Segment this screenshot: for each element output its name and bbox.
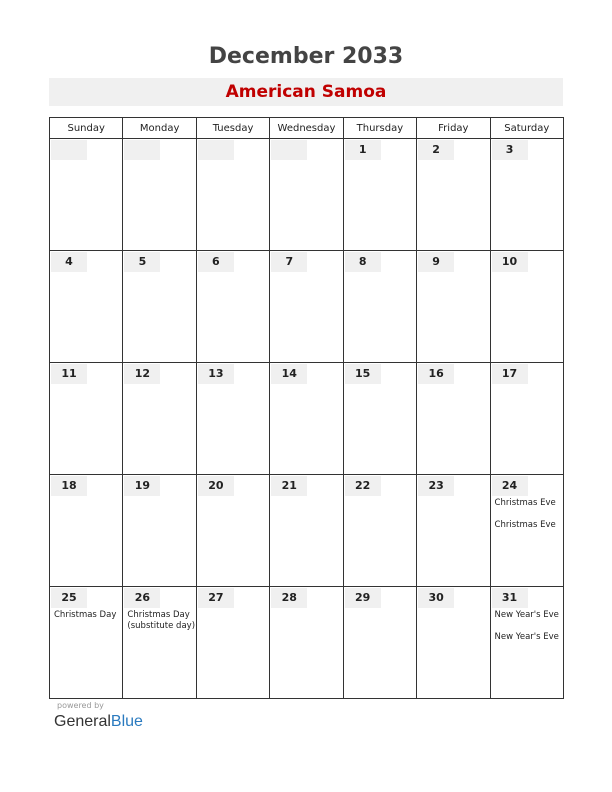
- weekday-header: Tuesday: [196, 118, 269, 139]
- day-cell: [196, 139, 269, 251]
- day-number: 12: [124, 364, 160, 384]
- day-number: 9: [418, 252, 454, 272]
- day-cell: [343, 363, 416, 475]
- day-number: 1: [345, 140, 381, 160]
- day-number: 22: [345, 476, 381, 496]
- day-number: 26: [124, 588, 160, 608]
- day-number: 3: [492, 140, 528, 160]
- weekday-header: Friday: [417, 118, 490, 139]
- day-cell: [490, 363, 563, 475]
- day-number: 23: [418, 476, 454, 496]
- day-cell: [490, 475, 563, 587]
- day-number: 27: [198, 588, 234, 608]
- day-number: 10: [492, 252, 528, 272]
- brand-blue: Blue: [110, 713, 143, 730]
- day-number: [198, 140, 234, 160]
- holiday-event: Christmas Day: [54, 610, 117, 620]
- day-cell: [123, 363, 196, 475]
- day-cell: [343, 251, 416, 363]
- day-number: 14: [271, 364, 307, 384]
- day-cell: [417, 139, 490, 251]
- week-row: [50, 251, 564, 363]
- holiday-event: Christmas Eve: [494, 520, 556, 530]
- day-cell: [50, 587, 123, 699]
- day-cell: [490, 251, 563, 363]
- day-number: 21: [271, 476, 307, 496]
- day-number: 5: [124, 252, 160, 272]
- day-cell: [270, 587, 343, 699]
- day-cell: [417, 363, 490, 475]
- day-cell: [123, 139, 196, 251]
- day-cell: [196, 251, 269, 363]
- weekday-header: Saturday: [490, 118, 563, 139]
- weekday-header: Sunday: [50, 118, 123, 139]
- day-cell: [490, 139, 563, 251]
- day-number: 25: [51, 588, 87, 608]
- holiday-event: Christmas Eve: [494, 498, 556, 508]
- day-number: [51, 140, 87, 160]
- brand-logo: [54, 713, 143, 731]
- calendar-grid: [49, 117, 564, 699]
- day-cell: [343, 475, 416, 587]
- day-number: [124, 140, 160, 160]
- weekday-header: Thursday: [343, 118, 416, 139]
- holiday-event: New Year's Eve: [494, 610, 559, 620]
- day-cell: [50, 363, 123, 475]
- day-cell: [123, 475, 196, 587]
- week-row: [50, 139, 564, 251]
- holiday-event: New Year's Eve: [494, 632, 559, 642]
- powered-by-label: powered by: [57, 701, 104, 710]
- day-cell: [270, 363, 343, 475]
- brand-general: General: [54, 713, 111, 730]
- region-banner: American Samoa: [49, 78, 563, 106]
- weekday-header: Monday: [123, 118, 196, 139]
- day-number: 17: [492, 364, 528, 384]
- day-cell: [123, 587, 196, 699]
- day-number: 6: [198, 252, 234, 272]
- day-cell: [123, 251, 196, 363]
- day-number: [271, 140, 307, 160]
- day-number: 2: [418, 140, 454, 160]
- day-number: 29: [345, 588, 381, 608]
- weekday-header: Wednesday: [270, 118, 343, 139]
- day-cell: [270, 475, 343, 587]
- day-cell: [343, 587, 416, 699]
- day-cell: [50, 251, 123, 363]
- day-cell: [490, 587, 563, 699]
- day-number: 16: [418, 364, 454, 384]
- day-number: 15: [345, 364, 381, 384]
- day-cell: [50, 139, 123, 251]
- day-cell: [196, 475, 269, 587]
- day-number: 7: [271, 252, 307, 272]
- weekday-header-row: [50, 118, 564, 139]
- day-number: 30: [418, 588, 454, 608]
- week-row: [50, 475, 564, 587]
- week-row: [50, 587, 564, 699]
- day-cell: [270, 139, 343, 251]
- day-number: 4: [51, 252, 87, 272]
- day-cell: [196, 587, 269, 699]
- day-number: 11: [51, 364, 87, 384]
- holiday-event: Christmas Day (substitute day): [127, 610, 196, 631]
- day-number: 28: [271, 588, 307, 608]
- day-cell: [196, 363, 269, 475]
- day-cell: [417, 475, 490, 587]
- day-number: 31: [492, 588, 528, 608]
- day-cell: [417, 251, 490, 363]
- day-cell: [270, 251, 343, 363]
- day-cell: [417, 587, 490, 699]
- calendar-title: December 2033: [208, 44, 404, 69]
- day-number: 19: [124, 476, 160, 496]
- week-row: [50, 363, 564, 475]
- day-cell: [343, 139, 416, 251]
- day-cell: [50, 475, 123, 587]
- day-number: 18: [51, 476, 87, 496]
- day-number: 24: [492, 476, 528, 496]
- day-number: 13: [198, 364, 234, 384]
- day-number: 20: [198, 476, 234, 496]
- day-number: 8: [345, 252, 381, 272]
